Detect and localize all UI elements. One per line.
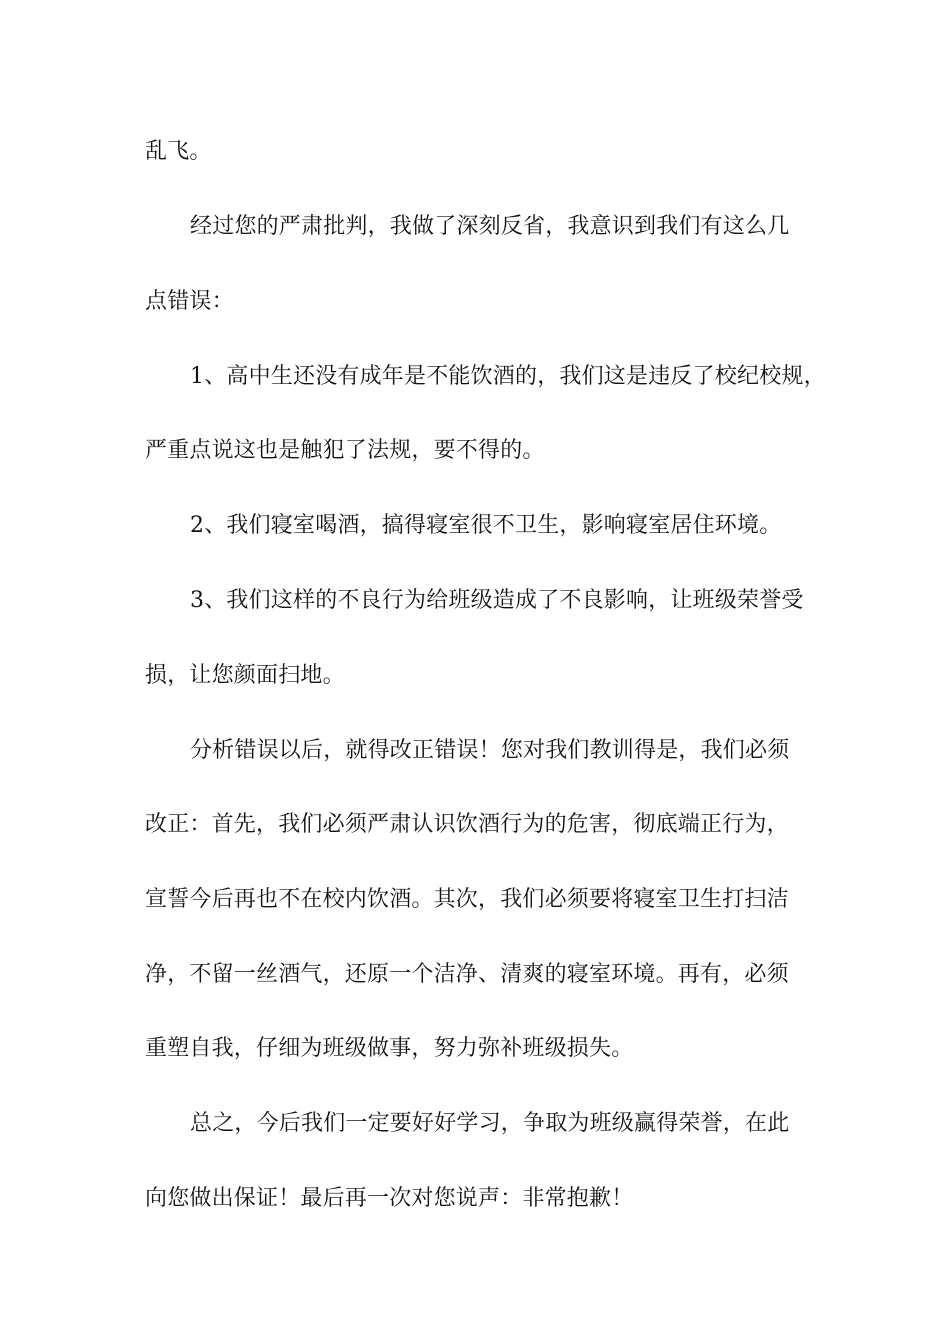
text-line: 改正：首先，我们必须严肃认识饮酒行为的危害，彻底端正行为，: [145, 812, 789, 837]
text-line: 净，不留一丝酒气，还原一个洁净、清爽的寝室环境。再有，必须: [145, 962, 789, 987]
text-line: 2、我们寝室喝酒，搞得寝室很不卫生，影响寝室居住环境。: [190, 513, 782, 538]
text-line: 点错误：: [145, 289, 234, 314]
text-line: 分析错误以后，就得改正错误！您对我们教训得是，我们必须: [190, 738, 790, 763]
text-line: 损，让您颜面扫地。: [145, 663, 345, 688]
text-line: 3、我们这样的不良行为给班级造成了不良影响，让班级荣誉受: [190, 588, 804, 613]
text-line: 1、高中生还没有成年是不能饮酒的，我们这是违反了校纪校规，: [190, 364, 826, 389]
text-line: 向您做出保证！最后再一次对您说声：非常抱歉！: [145, 1186, 634, 1211]
text-line: 严重点说这也是触犯了法规，要不得的。: [145, 438, 545, 463]
text-line: 宣誓今后再也不在校内饮酒。其次，我们必须要将寝室卫生打扫洁: [145, 887, 789, 912]
text-line: 乱飞。: [145, 139, 212, 164]
text-line: 重塑自我，仔细为班级做事，努力弥补班级损失。: [145, 1036, 634, 1061]
text-line: 总之，今后我们一定要好好学习，争取为班级赢得荣誉，在此: [190, 1111, 790, 1136]
text-line: 经过您的严肃批判，我做了深刻反省，我意识到我们有这么几: [190, 214, 790, 239]
